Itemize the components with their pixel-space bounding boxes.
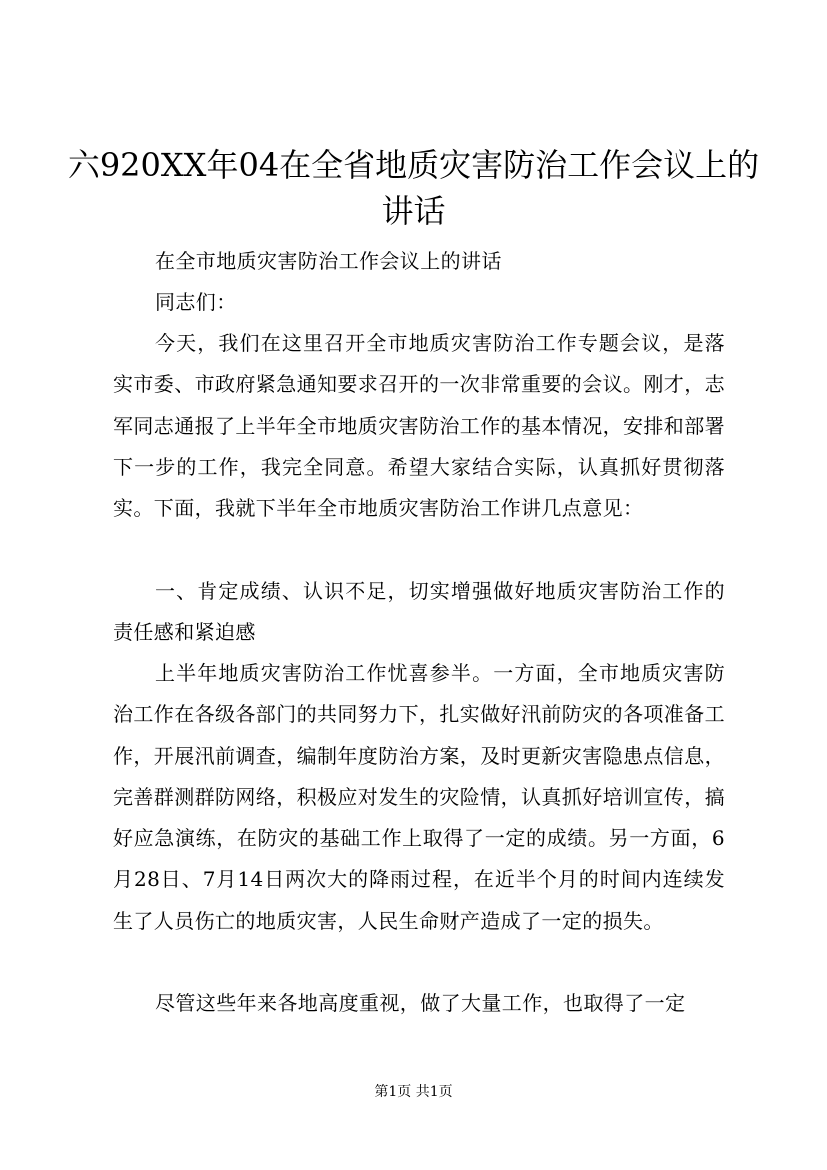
document-title: 六920XX年04在全省地质灾害防治工作会议上的讲话 (67, 146, 760, 230)
paragraph-intro: 今天，我们在这里召开全市地质灾害防治工作专题会议，是落实市委、市政府紧急通知要求召开的一次非常重要的会议。刚才，志军同志通报了上半年全市地质灾害防治工作的基本情况，安排和部署下一步的工作，我完全同意。希望大家结合实际，认真抓好贯彻落实。下面，我就下半年全市地质灾害防治工作讲几点意见： (113, 331, 725, 521)
paragraph-body: 上半年地质灾害防治工作忧喜参半。一方面，全市地质灾害防治工作在各级各部门的共同努力下，扎实做好汛前防灾的各项准备工作，开展汛前调查，编制年度防治方案，及时更新灾害隐患点信息，完善群测群防网络，积极应对发生的灾险情，认真抓好培训宣传，搞好应急演练，在防灾的基础工作上取得了一定的成绩。另一方面，6月28日、7月14日两次大的降雨过程，在近半个月的时间内连续发生了人员伤亡的地质灾害，人民生命财产造成了一定的损失。 (113, 661, 725, 933)
paragraph-continued: 尽管这些年来各地高度重视，做了大量工作，也取得了一定 (155, 991, 686, 1015)
paragraph-subtitle: 在全市地质灾害防治工作会议上的讲话 (155, 249, 502, 273)
paragraph-section-heading: 一、肯定成绩、认识不足，切实增强做好地质灾害防治工作的责任感和紧迫感 (113, 579, 725, 645)
paragraph-salutation: 同志们： (155, 290, 237, 314)
page-footer: 第1页 共1页 (374, 1084, 453, 1100)
